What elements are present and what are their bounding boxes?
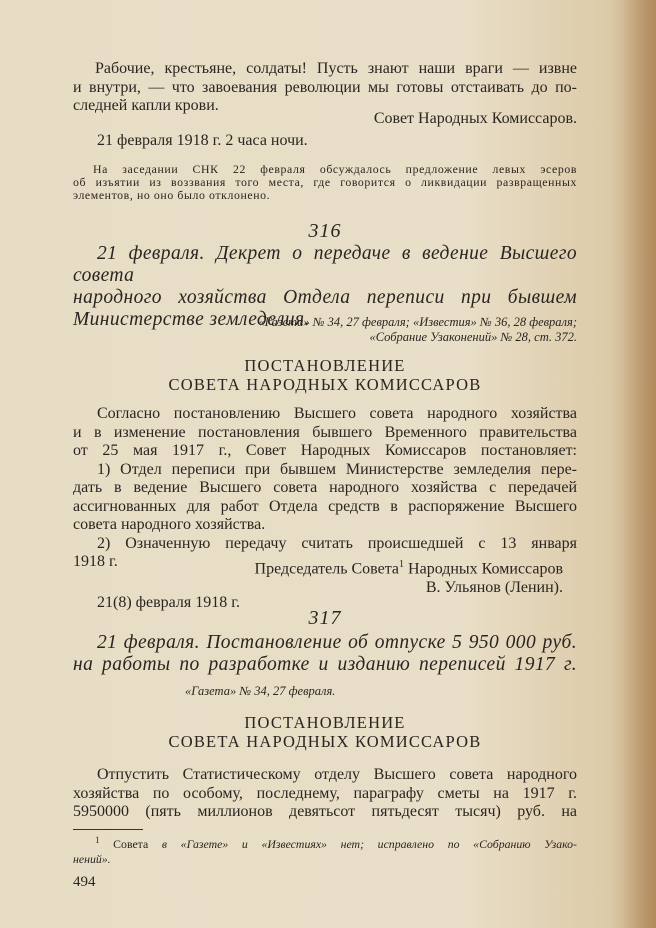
body-line: дать в ведение Высшего совета народного хозяйства с передачей <box>73 479 577 496</box>
footnote-rule <box>73 829 143 830</box>
title-line: 21 февраля. Декрет о передаче в ведение Высшего совета <box>73 243 577 286</box>
note-line: На заседании СНК 22 февраля обсуждалось предложение левых эсеров <box>93 162 577 176</box>
document-source: «Газета» № 34, 27 февраля. <box>185 684 336 698</box>
footnote-italic: в «Газете» и «Известиях» нет; исправлено по «Собранию Узако- <box>161 836 577 851</box>
resolution-heading <box>73 356 577 394</box>
signature-title-rest: Народных Комиссаров <box>404 560 563 578</box>
body-line: Согласно постановлению Высшего совета народного хозяйства <box>97 405 577 422</box>
body-line: от 25 мая 1917 г., Совет Народных Комиссаров постановляет: <box>73 442 577 459</box>
body-line: 5950000 (пять миллионов девятьсот пятьдесят тысяч) руб. на <box>73 803 577 820</box>
body-line: 1918 г. <box>73 553 118 570</box>
note-line: элементов, но оно было отклонено. <box>73 188 271 202</box>
footnote-plain: Совета <box>113 836 149 851</box>
resolution-body <box>73 766 577 822</box>
text-line: и внутри, — что завоевания революции мы готовы отстаивать до по- <box>73 78 577 96</box>
footnote <box>73 833 577 867</box>
footnote-mark: 1 <box>399 559 405 570</box>
resolution-heading <box>73 713 577 751</box>
body-line: Отпустить Статистическому отделу Высшего совета народного <box>97 766 577 783</box>
title-line: народного хозяйства Отдела переписи при бывшем <box>73 287 577 308</box>
document-number: 317 <box>308 607 342 629</box>
title-line: Министерстве земледелия. <box>73 309 310 330</box>
body-line: и в изменение постановления бывшего Временного правительства <box>73 423 577 441</box>
footnote-line <box>73 833 577 852</box>
footnote-italic: нений». <box>73 851 111 866</box>
document-number: 316 <box>308 220 342 242</box>
source-line: «Газета» № 34, 27 февраля; «Известия» № 36, 28 февраля; <box>258 315 577 329</box>
body-line: ассигнованных для работ Отдела средств в распоряжение Высшего <box>73 497 577 515</box>
signature-name: В. Ульянов (Ленин). <box>425 578 563 596</box>
signature-title: Председатель Совета <box>254 560 400 578</box>
text-line: следней капли крови. <box>73 97 219 114</box>
editorial-note <box>73 163 577 202</box>
document-title <box>73 632 577 676</box>
footnote-number: 1 <box>95 835 100 845</box>
appeal-text <box>73 60 577 116</box>
signature-line <box>73 556 563 579</box>
note-line: об изъятии из воззвания того места, где говорится о ликвидации развращенных <box>73 175 577 189</box>
heading-line: СОВЕТА НАРОДНЫХ КОМИССАРОВ <box>168 375 482 394</box>
body-line: 2) Означенную передачу считать происшедшей с 13 января <box>97 534 577 552</box>
heading-line: ПОСТАНОВЛЕНИЕ <box>244 713 406 732</box>
heading-line: СОВЕТА НАРОДНЫХ КОМИССАРОВ <box>168 732 482 751</box>
footnote-line <box>73 852 577 867</box>
page-number: 494 <box>73 874 96 890</box>
resolution-body <box>73 405 577 572</box>
source-line: «Собрание Узаконений» № 28, ст. 372. <box>369 330 577 344</box>
body-line: совета народного хозяйства. <box>73 516 266 533</box>
title-line: 21 февраля. Постановление об отпуске 5 950 000 руб. <box>97 632 577 653</box>
appeal-date: 21 февраля 1918 г. 2 часа ночи. <box>97 132 308 149</box>
text-line: Рабочие, крестьяне, солдаты! Пусть знают наши враги — извне <box>95 60 577 77</box>
resolution-signature <box>73 556 577 597</box>
appeal-signature: Совет Народных Комиссаров. <box>373 110 577 127</box>
document-sources <box>73 315 577 345</box>
book-spine-shadow <box>622 0 656 928</box>
resolution-date: 21(8) февраля 1918 г. <box>97 594 241 611</box>
title-line: на работы по разработке и изданию переписей 1917 г. <box>73 654 577 675</box>
heading-line: ПОСТАНОВЛЕНИЕ <box>244 356 406 375</box>
body-line: хозяйства по особому, последнему, параграфу сметы на 1917 г. <box>73 784 577 802</box>
body-line: 1) Отдел переписи при бывшем Министерстве земледелия пере- <box>97 460 577 478</box>
